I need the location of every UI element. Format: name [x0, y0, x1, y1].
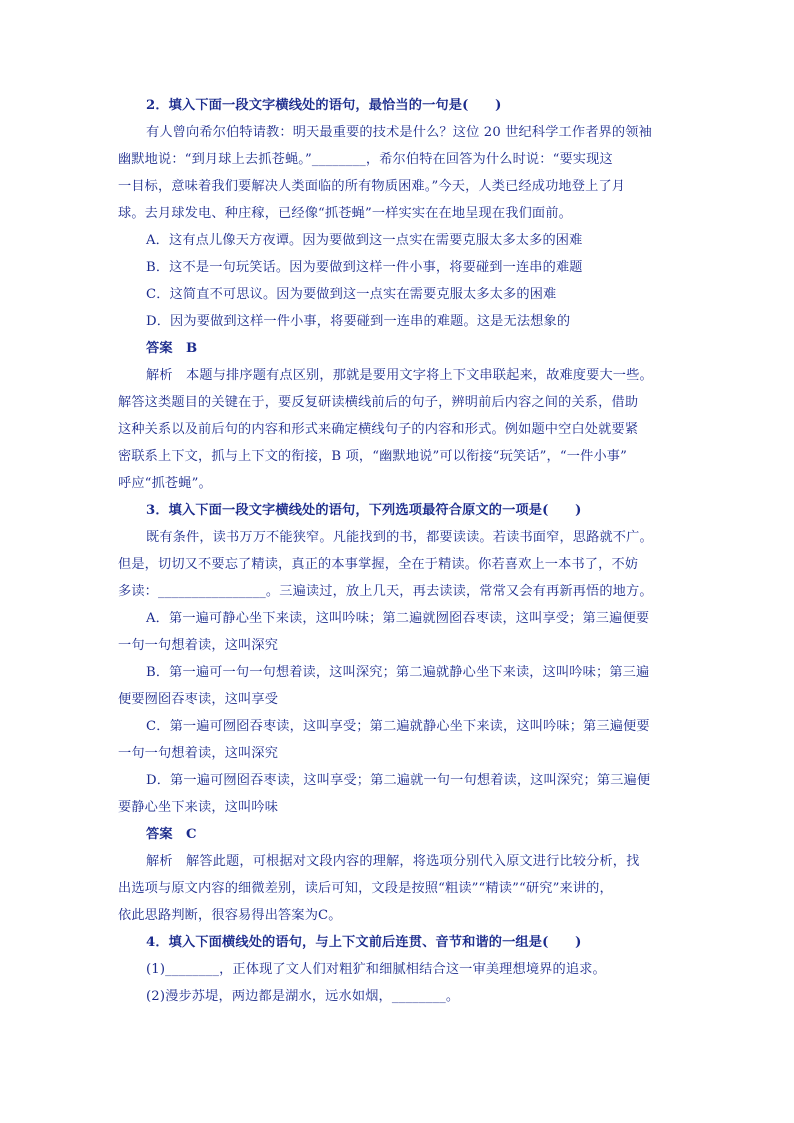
question-3-option-c: C．第一遍可囫囵吞枣读，这叫享受；第二遍就静心坐下来读，这叫吟味；第三遍便要: [146, 719, 650, 734]
question-3-title: 3．填入下面一段文字横线处的语句，下列选项最符合原文的一项是( ): [146, 503, 582, 518]
question-4-item-1: (1)________，正体现了文人们对粗犷和细腻相结合这一审美理想境界的追求。: [146, 962, 606, 977]
question-3-option-d: D．第一遍可囫囵吞枣读，这叫享受；第二遍就一句一句想着读，这叫深究；第三遍便: [146, 773, 651, 788]
question-2-option-d: D．因为要做到这样一件小事，将要碰到一连串的难题。这是无法想象的: [146, 314, 571, 329]
question-3-analysis-line: 依此思路判断，很容易得出答案为C。: [118, 908, 342, 923]
question-3-passage-line: 但是，切切又不要忘了精读，真正的本事掌握，全在于精读。你若喜欢上一本书了，不妨: [118, 557, 639, 572]
question-3-passage-line: 既有条件，读书万万不能狭窄。凡能找到的书，都要读读。若读书面窄，思路就不广。: [146, 530, 653, 545]
question-2-analysis-line: 这种关系以及前后句的内容和形式来确定横线句子的内容和形式。例如题中空白处就要紧: [118, 422, 639, 437]
question-3-option-a-cont: 一句一句想着读，这叫深究: [118, 638, 279, 653]
question-4-item-2: (2)漫步苏堤，两边都是湖水，远水如烟，________。: [146, 989, 460, 1004]
question-2-analysis-line: 呼应“抓苍蝇”。: [118, 476, 212, 491]
question-2-analysis-line: 解答这类题目的关键在于，要反复研读横线前后的句子，辨明前后内容之间的关系，借助: [118, 395, 639, 410]
question-3-option-a: A．第一遍可静心坐下来读，这叫吟味；第二遍就囫囵吞枣读，这叫享受；第三遍便要: [146, 611, 650, 626]
question-3-analysis-line: 解析 解答此题，可根据对文段内容的理解，将选项分别代入原文进行比较分析，找: [146, 854, 640, 869]
question-2-answer: 答案 B: [146, 341, 198, 356]
question-2-option-c: C．这简直不可思议。因为要做到这一点实在需要克服太多太多的困难: [146, 287, 557, 302]
question-3-option-c-cont: 一句一句想着读，这叫深究: [118, 746, 279, 761]
question-3-option-b-cont: 便要囫囵吞枣读，这叫享受: [118, 692, 279, 707]
document-page: [118, 92, 678, 1010]
question-2-analysis-line: 密联系上下文，抓与上下文的衔接，B 项，“幽默地说”可以衔接“玩笑话”，“一件小事”: [118, 449, 628, 464]
question-2-option-b: B．这不是一句玩笑话。因为要做到这样一件小事，将要碰到一连串的难题: [146, 260, 583, 275]
question-3-option-d-cont: 要静心坐下来读，这叫吟味: [118, 800, 279, 815]
question-2-passage-line: 一目标，意味着我们要解决人类面临的所有物质困难。”今天，人类已经成功地登上了月: [118, 179, 626, 194]
question-2-passage-line: 有人曾向希尔伯特请教：明天最重要的技术是什么？这位 20 世纪科学工作者界的领袖: [146, 125, 652, 140]
question-3-option-b: B．第一遍可一句一句想着读，这叫深究；第二遍就静心坐下来读，这叫吟味；第三遍: [146, 665, 650, 680]
question-3-passage-line: 多读：________________。三遍读过，放上几天，再去读读，常常又会有再新再悟的地方。: [118, 584, 653, 599]
question-3-analysis-line: 出选项与原文内容的细微差别，读后可知，文段是按照“粗读”“精读”“研究”来讲的，: [118, 881, 613, 896]
question-2-passage-line: 球。去月球发电、种庄稼，已经像“抓苍蝇”一样实实在在地呈现在我们面前。: [118, 206, 572, 221]
question-2-option-a: A．这有点儿像天方夜谭。因为要做到这一点实在需要克服太多太多的困难: [146, 233, 583, 248]
question-3-answer: 答案 C: [146, 827, 197, 842]
question-2-passage-line: 幽默地说：“到月球上去抓苍蝇。”________，希尔伯特在回答为什么时说：“要实现这: [118, 152, 613, 167]
question-2-title: 2．填入下面一段文字横线处的语句，最恰当的一句是( ): [146, 98, 502, 113]
question-4-title: 4．填入下面横线处的语句，与上下文前后连贯、音节和谐的一组是( ): [146, 935, 582, 950]
question-2-analysis-line: 解析 本题与排序题有点区别，那就是要用文字将上下文串联起来，故难度要大一些。: [146, 368, 653, 383]
